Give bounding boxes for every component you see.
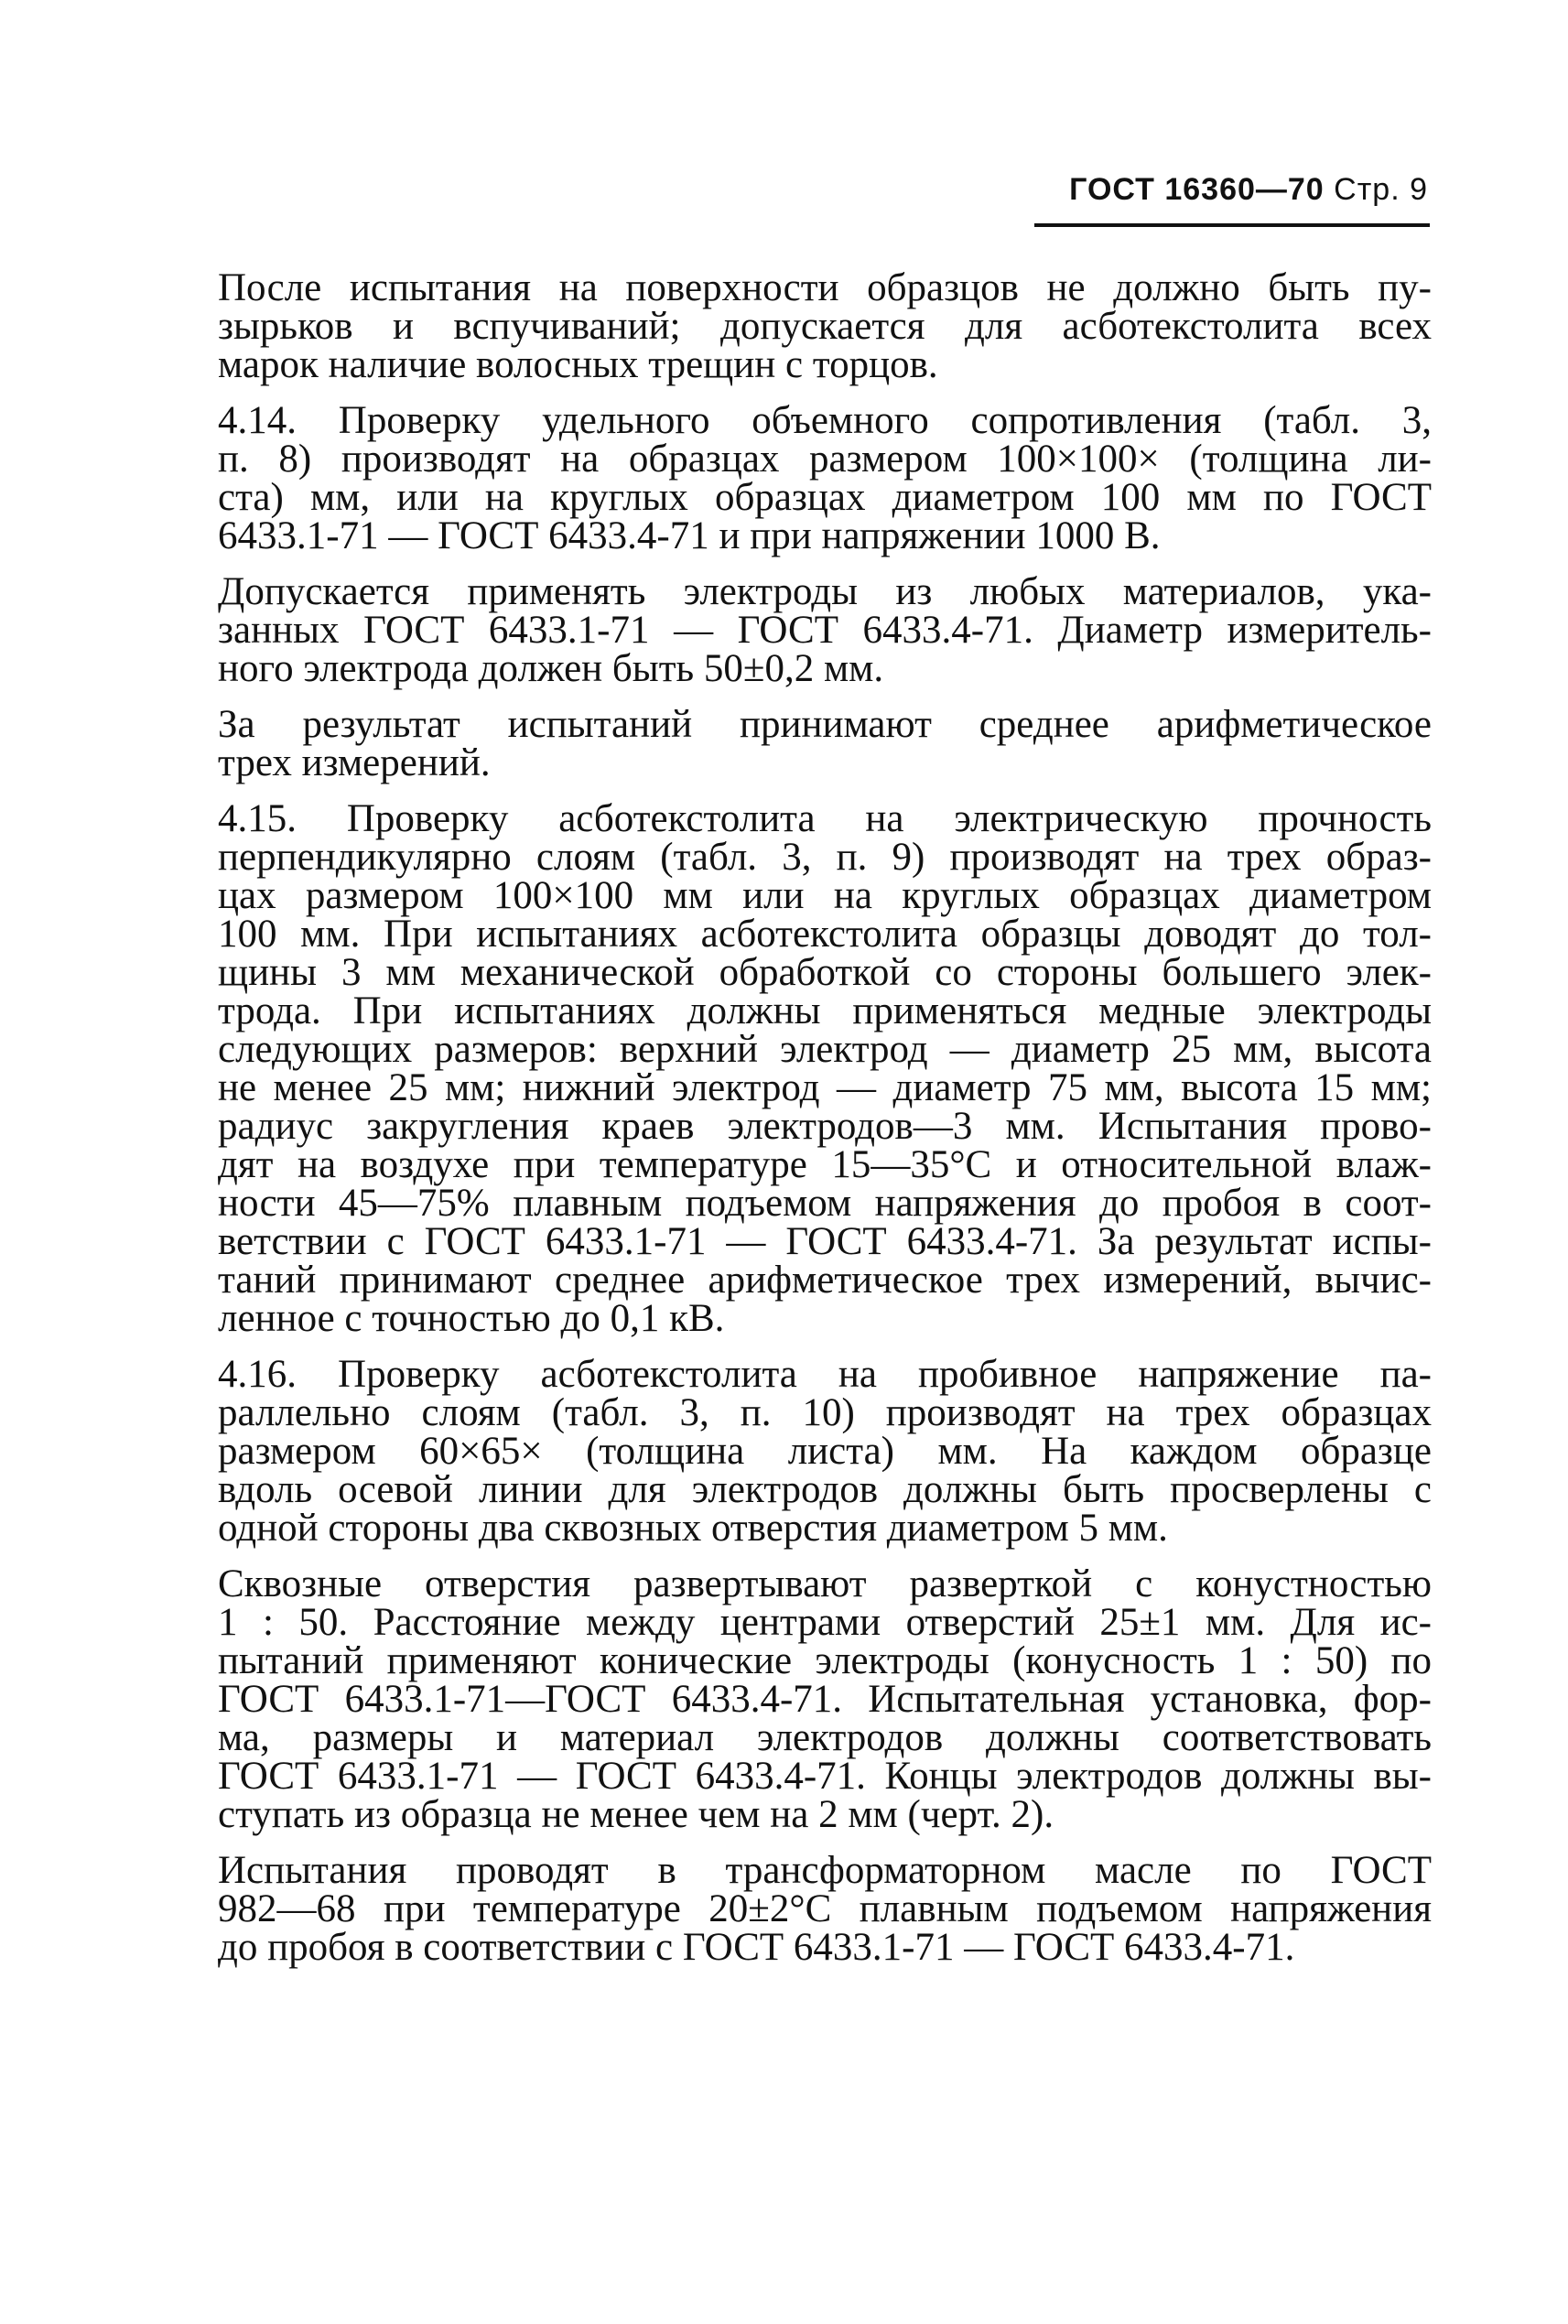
page-number: Стр. 9 [1334,172,1428,207]
text-line: дят на воздухе при температуре 15—35°С и относительной влаж- [218,1143,1432,1186]
text-line: ветствии с ГОСТ 6433.1-71 — ГОСТ 6433.4-71. За результат испы- [218,1220,1432,1263]
paragraph [154,266,1432,386]
paragraph [154,1849,1432,1969]
text-line: 6433.1-71 — ГОСТ 6433.4-71 и при напряжении 1000 В. [218,514,1161,557]
header-rule [1034,223,1430,227]
text-line: После испытания на поверхности образцов не должно быть пу- [218,266,1432,309]
text-line: ста) мм, или на круглых образцах диаметром 100 мм по ГОСТ [218,476,1432,519]
text-line: Сквозные отверстия развертывают разверткой с конустностью [218,1562,1432,1605]
text-line: 4.15. Проверку асботекстолита на электрическую прочность [218,797,1432,840]
running-header [1025,172,1428,208]
text-line: не менее 25 мм; нижний электрод — диаметр 75 мм, высота 15 мм; [218,1066,1432,1109]
paragraph [154,797,1432,1340]
text-line: занных ГОСТ 6433.1-71 — ГОСТ 6433.4-71. Диаметр измеритель- [218,609,1432,652]
text-line: 1 : 50. Расстояние между центрами отверстий 25±1 мм. Для ис- [218,1601,1432,1644]
paragraph [154,1562,1432,1836]
text-line: 982—68 при температуре 20±2°С плавным подъемом напряжения [218,1887,1432,1930]
text-line: пытаний применяют конические электроды (конусность 1 : 50) по [218,1639,1432,1682]
text-line: п. 8) производят на образцах размером 100×100× (толщина ли- [218,438,1432,481]
text-line: зырьков и вспучиваний; допускается для асботекстолита всех [218,305,1432,348]
body-text [154,266,1432,1984]
text-line: радиус закругления краев электродов—3 мм. Испытания прово- [218,1105,1432,1148]
text-line: цах размером 100×100 мм или на круглых образцах диаметром [218,874,1432,917]
text-line: ного электрода должен быть 50±0,2 мм. [218,647,884,690]
paragraph [154,570,1432,690]
text-line: ступать из образца не менее чем на 2 мм (черт. 2). [218,1793,1054,1836]
text-line: трода. При испытаниях должны применяться медные электроды [218,989,1432,1032]
text-line: 4.14. Проверку удельного объемного сопротивления (табл. 3, [218,399,1432,442]
text-line: трех измерений. [218,741,491,784]
paragraph [154,399,1432,557]
text-line: ГОСТ 6433.1-71 — ГОСТ 6433.4-71. Концы электродов должны вы- [218,1755,1432,1798]
text-line: Допускается применять электроды из любых материалов, ука- [218,570,1432,613]
text-line: ма, размеры и материал электродов должны соответствовать [218,1716,1432,1759]
text-line: За результат испытаний принимают среднее арифметическое [218,703,1432,746]
text-line: Испытания проводят в трансформаторном масле по ГОСТ [218,1849,1432,1892]
text-line: ГОСТ 6433.1-71—ГОСТ 6433.4-71. Испытательная установка, фор- [218,1678,1432,1721]
standard-number: ГОСТ 16360—70 [1069,172,1325,207]
text-line: следующих размеров: верхний электрод — диаметр 25 мм, высота [218,1028,1432,1071]
text-line: щины 3 мм механической обработкой со стороны большего элек- [218,951,1432,994]
text-line: ленное с точностью до 0,1 кВ. [218,1297,725,1340]
text-line: до пробоя в соответствии с ГОСТ 6433.1-71 — ГОСТ 6433.4-71. [218,1926,1295,1969]
text-line: одной стороны два сквозных отверстия диаметром 5 мм. [218,1507,1168,1550]
text-line: 100 мм. При испытаниях асботекстолита образцы доводят до тол- [218,913,1432,956]
text-line: ности 45—75% плавным подъемом напряжения до пробоя в соот- [218,1182,1432,1225]
text-line: марок наличие волосных трещин с торцов. [218,343,938,386]
text-line: вдоль осевой линии для электродов должны быть просверлены с [218,1468,1432,1511]
text-line: размером 60×65× (толщина листа) мм. На каждом образце [218,1430,1432,1473]
text-line: раллельно слоям (табл. 3, п. 10) производят на трех образцах [218,1391,1432,1434]
paragraph [154,1353,1432,1550]
text-line: перпендикулярно слоям (табл. 3, п. 9) производят на трех образ- [218,836,1432,879]
text-line: 4.16. Проверку асботекстолита на пробивное напряжение па- [218,1353,1432,1396]
paragraph [154,703,1432,784]
text-line: таний принимают среднее арифметическое трех измерений, вычис- [218,1259,1432,1302]
